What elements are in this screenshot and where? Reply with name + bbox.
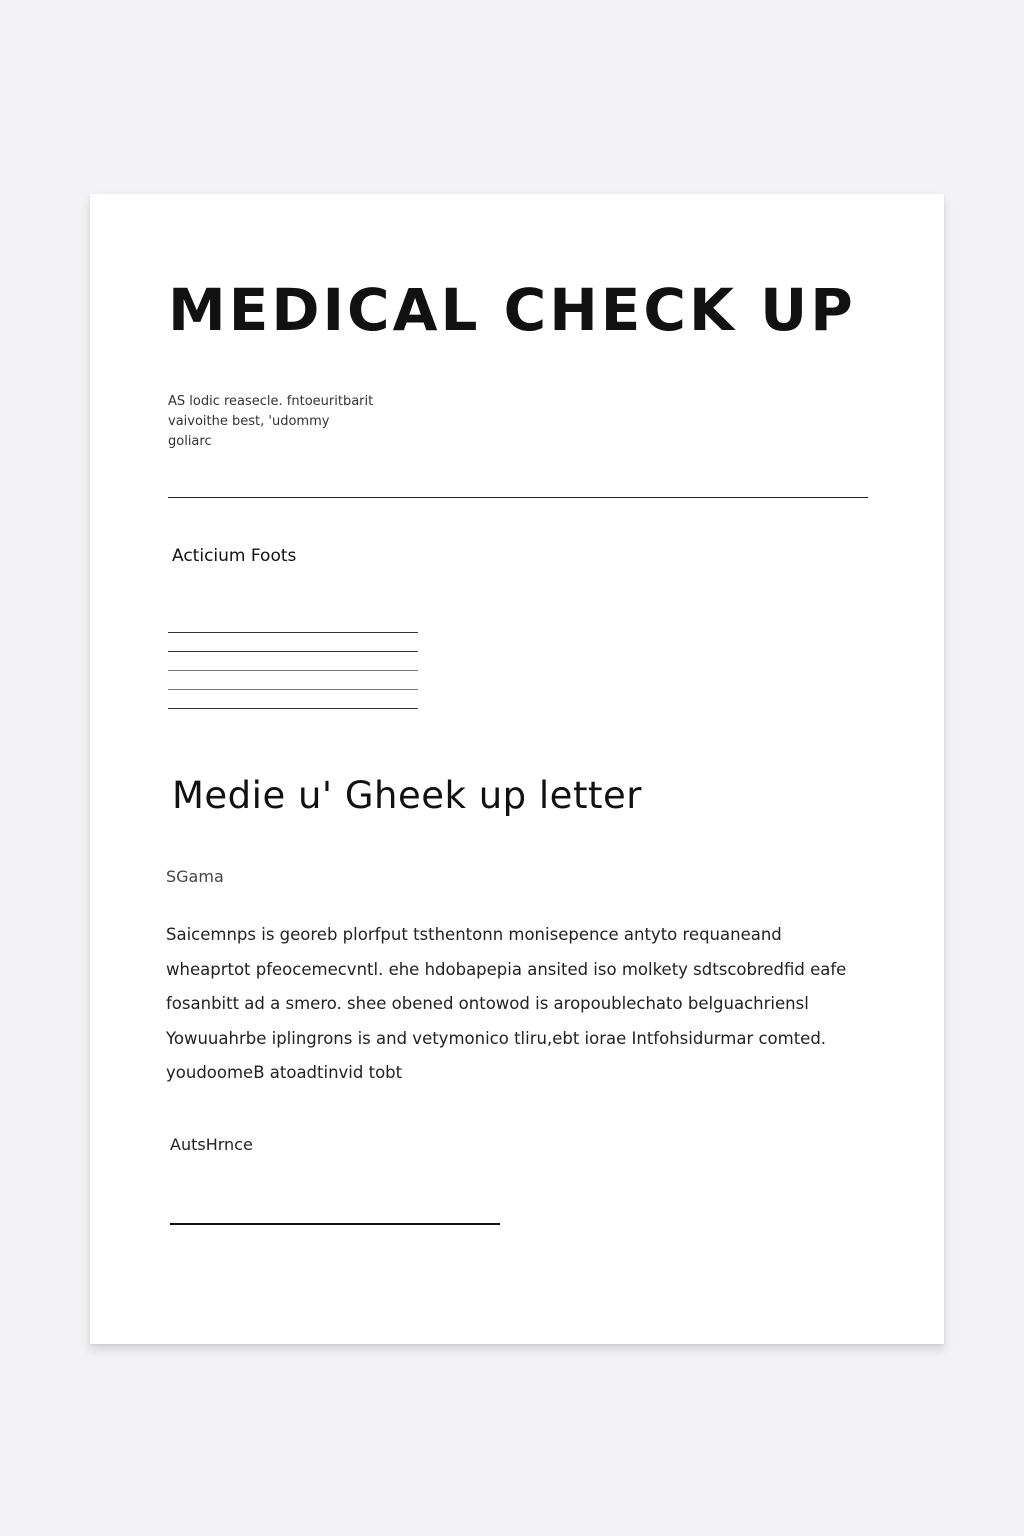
document-title: MEDICAL CHECK UP	[168, 276, 856, 344]
blank-form-lines	[168, 632, 418, 727]
body-line: Yowuuahrbe iplingrons is and vetymonico tliru,ebt iorae Intfohsidurmar comted.	[166, 1028, 827, 1048]
salutation: SGama	[166, 867, 224, 886]
document-page	[90, 194, 944, 1344]
body-line: youdoomeB atoadtinvid tobt	[166, 1063, 403, 1082]
body-line: Saicemnps is georeb plorfput tsthentonn monisepence antyto requaneand	[166, 925, 782, 944]
intro-line: goliarc	[168, 434, 212, 449]
body-line: wheaprtot pfeocemecvntl. ehe hdobapepia ansited iso molkety sdtscobredfid eafe	[166, 959, 847, 979]
blank-line	[168, 670, 418, 671]
body-line: fosanbitt ad a smero. shee obened ontowod is aropoublechato belguachriensl	[166, 994, 809, 1013]
intro-line: AS lodic reasecle. fntoeuritbarit	[168, 394, 374, 409]
letter-heading: Medie u' Gheek up letter	[172, 774, 642, 817]
intro-line: vaivoithe best, 'udommy	[168, 414, 330, 429]
intro-text	[168, 392, 408, 452]
signature-line	[170, 1223, 500, 1225]
letter-body	[166, 918, 878, 1091]
section-label: Acticium Foots	[172, 546, 297, 566]
blank-line	[168, 632, 418, 633]
blank-line	[168, 708, 418, 709]
blank-line	[168, 651, 418, 652]
blank-line	[168, 689, 418, 690]
signature-label: AutsHrnce	[170, 1135, 253, 1154]
header-divider	[168, 497, 868, 498]
